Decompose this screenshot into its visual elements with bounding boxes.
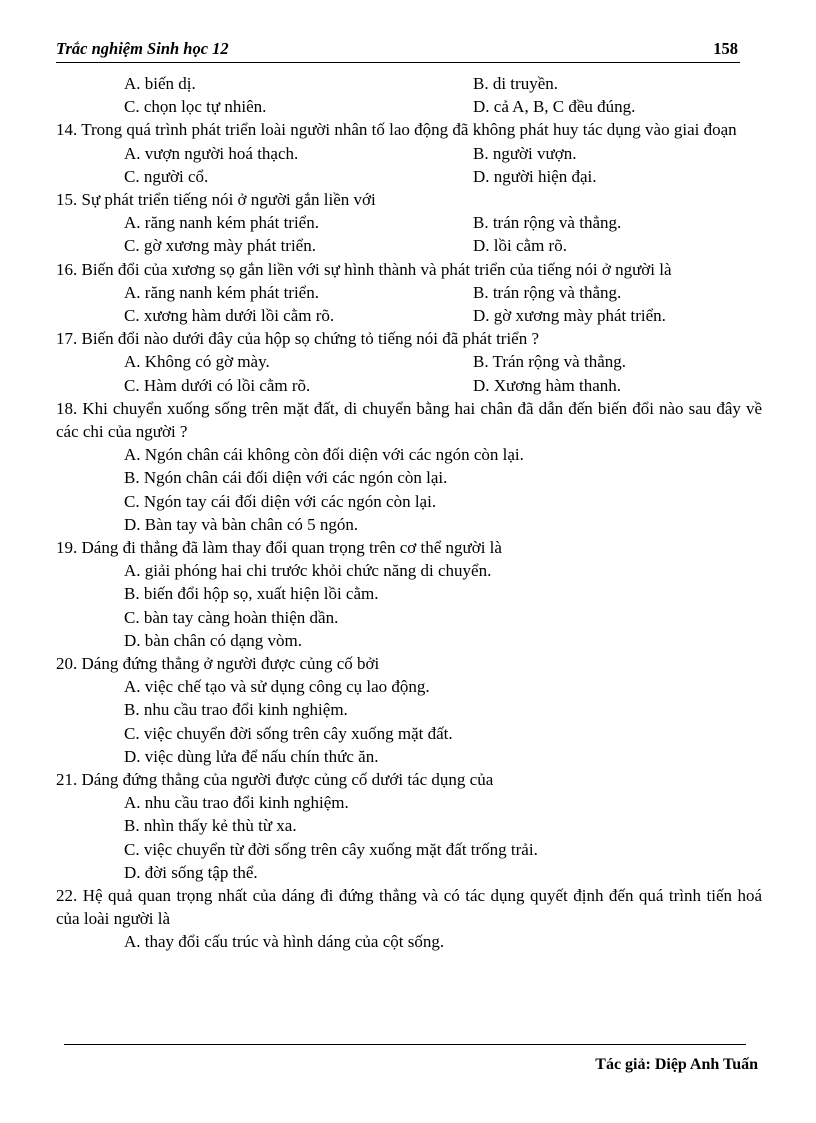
option-a: A. việc chế tạo và sử dụng công cụ lao động. bbox=[124, 677, 430, 697]
option-b: B. trán rộng và thẳng. bbox=[473, 213, 622, 233]
option-d: D. đời sống tập thể. bbox=[124, 862, 258, 882]
page-header bbox=[56, 38, 740, 63]
question-22: 22. Hệ quả quan trọng nhất của dáng đi đứng thẳng và có tác dụng quyết định đến quá trình tiến hoá của loài người là bbox=[56, 885, 762, 929]
header-title: Trắc nghiệm Sinh học 12 bbox=[56, 39, 229, 58]
option-d: D. cả A, B, C đều đúng. bbox=[473, 97, 636, 117]
option-c: C. chọn lọc tự nhiên. bbox=[124, 97, 267, 117]
question-19: 19. Dáng đi thẳng đã làm thay đổi quan trọng trên cơ thể người là bbox=[56, 537, 502, 557]
option-a: A. thay đổi cấu trúc và hình dáng của cột sống. bbox=[124, 932, 445, 952]
option-row bbox=[56, 72, 762, 95]
option-b: B. Ngón chân cái đối diện với các ngón còn lại. bbox=[124, 468, 448, 488]
option-row bbox=[56, 304, 762, 327]
option-a: A. nhu cầu trao đổi kinh nghiệm. bbox=[124, 793, 349, 813]
footer-divider bbox=[64, 1044, 746, 1045]
option-d: D. Bàn tay và bàn chân có 5 ngón. bbox=[124, 514, 359, 534]
option-a: A. vượn người hoá thạch. bbox=[124, 143, 299, 163]
question-14: 14. Trong quá trình phát triển loài người nhân tố lao động đã không phát huy tác dụng vào giai đoạn bbox=[56, 120, 737, 140]
question-17: 17. Biến đổi nào dưới đây của hộp sọ chứng tỏ tiếng nói đã phát triển ? bbox=[56, 329, 540, 349]
option-b: B. Trán rộng và thẳng. bbox=[473, 352, 626, 372]
option-a: A. biến dị. bbox=[124, 74, 196, 93]
option-row bbox=[56, 142, 762, 165]
option-b: B. biến đổi hộp sọ, xuất hiện lồi cằm. bbox=[124, 584, 379, 604]
option-d: D. lồi cằm rõ. bbox=[473, 236, 567, 256]
option-row bbox=[56, 234, 762, 257]
option-c: C. việc chuyển đời sống trên cây xuống mặt đất. bbox=[124, 723, 453, 743]
option-a: A. Ngón chân cái không còn đối diện với các ngón còn lại. bbox=[124, 445, 524, 465]
question-18: 18. Khi chuyển xuống sống trên mặt đất, di chuyển bằng hai chân đã dẫn đến biến đổi nào sau đây về các chi của người ? bbox=[56, 398, 762, 441]
option-c: C. xương hàm dưới lồi cằm rõ. bbox=[124, 305, 335, 325]
option-a: A. giải phóng hai chi trước khỏi chức năng di chuyển. bbox=[124, 561, 492, 581]
option-c: C. gờ xương mày phát triển. bbox=[124, 236, 316, 256]
question-15: 15. Sự phát triển tiếng nói ở người gắn liền với bbox=[56, 189, 376, 209]
option-a: A. răng nanh kém phát triển. bbox=[124, 282, 319, 302]
option-c: C. Hàm dưới có lồi cằm rõ. bbox=[124, 375, 311, 395]
option-row bbox=[56, 374, 762, 397]
option-c: C. việc chuyển từ đời sống trên cây xuống mặt đất trống trải. bbox=[124, 839, 538, 859]
option-d: D. bàn chân có dạng vòm. bbox=[124, 630, 302, 650]
option-d: D. người hiện đại. bbox=[473, 166, 597, 186]
option-c: C. người cổ. bbox=[124, 166, 209, 186]
option-d: D. gờ xương mày phát triển. bbox=[473, 305, 666, 325]
author-credit: Tác giả: Diệp Anh Tuấn bbox=[595, 1056, 758, 1073]
option-c: C. bàn tay càng hoàn thiện dần. bbox=[124, 607, 339, 627]
option-row bbox=[56, 211, 762, 234]
option-row bbox=[56, 281, 762, 304]
option-d: D. việc dùng lửa để nấu chín thức ăn. bbox=[124, 746, 379, 766]
page-number: 158 bbox=[713, 39, 738, 58]
option-b: B. trán rộng và thẳng. bbox=[473, 282, 622, 302]
question-21: 21. Dáng đứng thẳng của người được củng cố dưới tác dụng của bbox=[56, 769, 494, 789]
option-row bbox=[56, 165, 762, 188]
option-row bbox=[56, 350, 762, 373]
option-row bbox=[56, 95, 762, 118]
option-a: A. Không có gờ mày. bbox=[124, 352, 270, 372]
question-20: 20. Dáng đứng thẳng ở người được củng cố bởi bbox=[56, 653, 380, 673]
option-c: C. Ngón tay cái đối diện với các ngón còn lại. bbox=[124, 491, 437, 511]
option-d: D. Xương hàm thanh. bbox=[473, 375, 622, 395]
question-16: 16. Biến đổi của xương sọ gắn liền với sự hình thành và phát triển của tiếng nói ở người là bbox=[56, 259, 672, 279]
option-b: B. nhu cầu trao đổi kinh nghiệm. bbox=[124, 700, 348, 720]
option-b: B. nhìn thấy kẻ thù từ xa. bbox=[124, 816, 297, 836]
question-list bbox=[56, 72, 762, 954]
option-b: B. di truyền. bbox=[473, 74, 558, 93]
option-b: B. người vượn. bbox=[473, 143, 577, 163]
option-a: A. răng nanh kém phát triển. bbox=[124, 213, 319, 233]
